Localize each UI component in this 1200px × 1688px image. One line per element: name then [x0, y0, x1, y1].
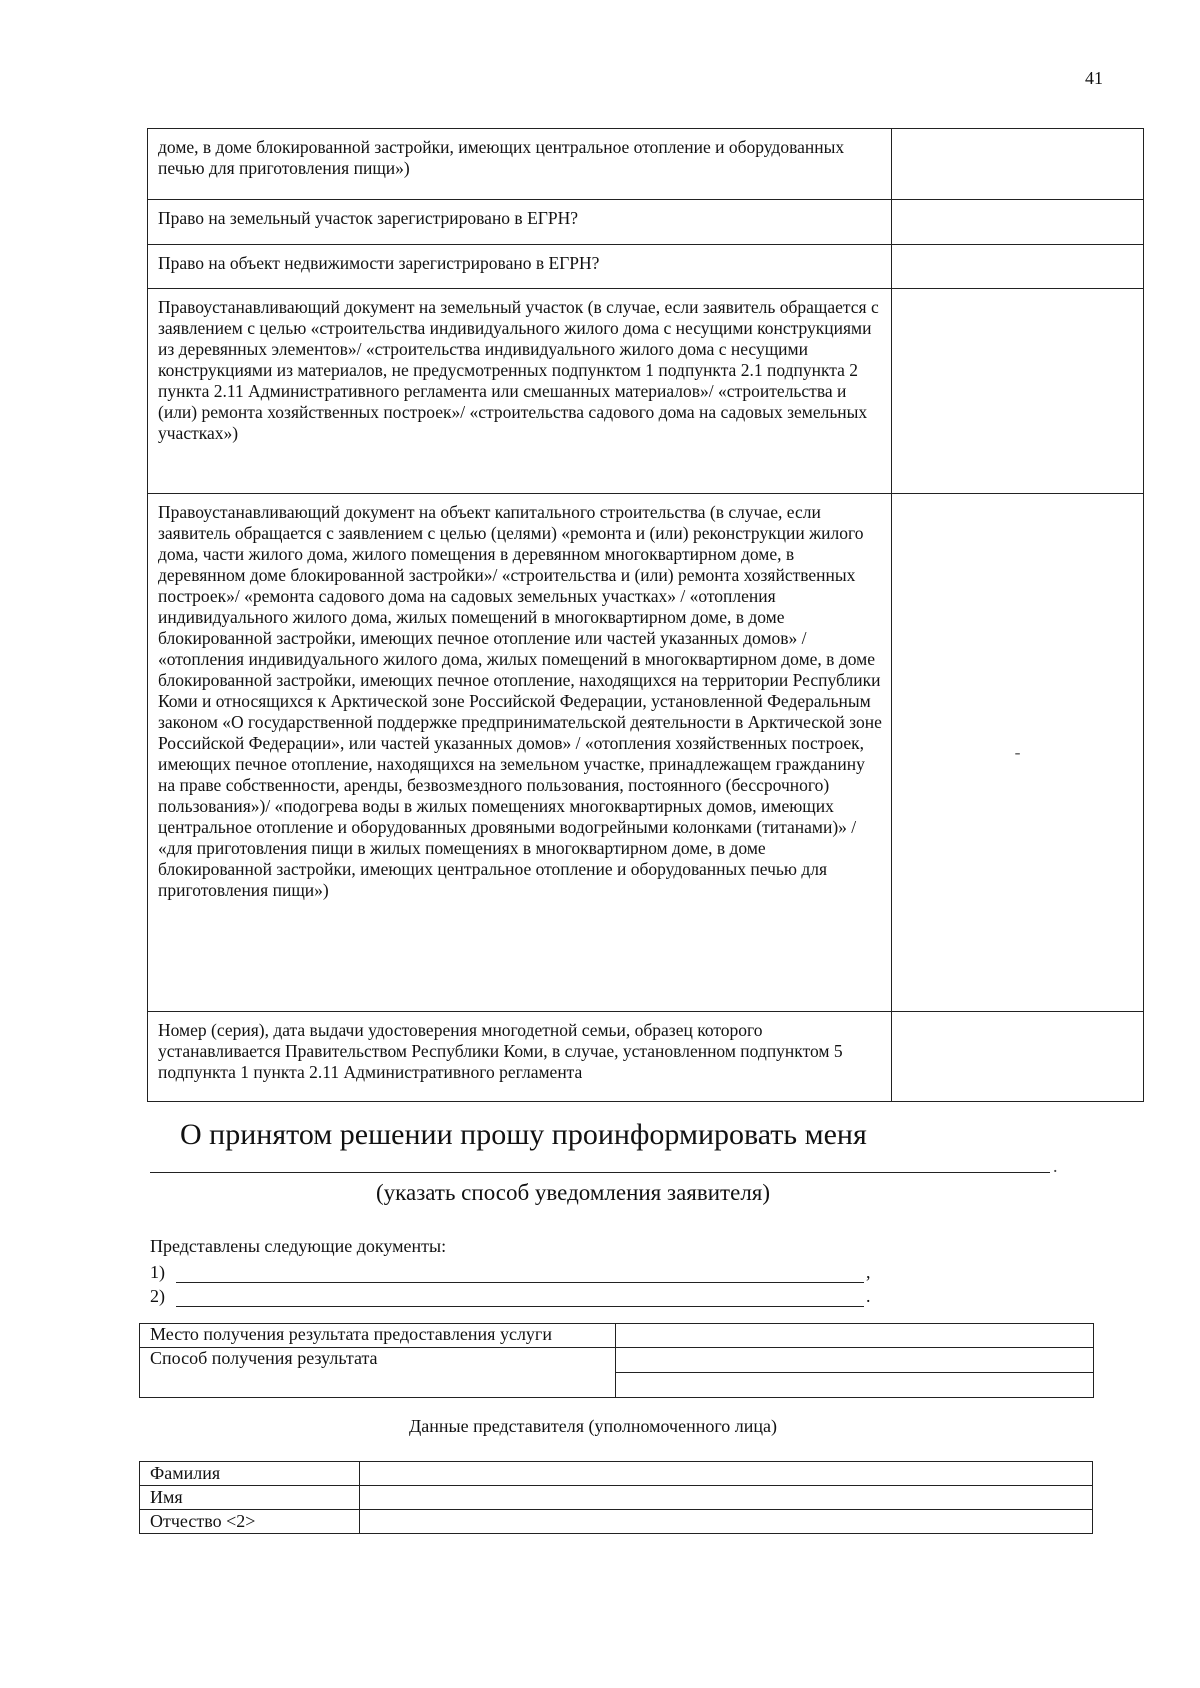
- surname-label: Фамилия: [140, 1462, 360, 1486]
- result-table: [139, 1323, 1094, 1398]
- surname-field[interactable]: [360, 1462, 1093, 1486]
- document-line-2: [150, 1286, 871, 1307]
- name-label: Имя: [140, 1486, 360, 1510]
- result-method-line-2[interactable]: [616, 1373, 1093, 1397]
- question-cell: доме, в доме блокированной застройки, имеющих центральное отопление и оборудованных печью для приготовления пищи»): [148, 129, 892, 200]
- answer-cell[interactable]: [892, 289, 1144, 494]
- page-number: 41: [1085, 68, 1103, 88]
- answer-dash: -: [1014, 742, 1021, 762]
- table-row: [140, 1324, 1094, 1348]
- notification-method-field[interactable]: [150, 1172, 1050, 1173]
- inform-line-end: .: [1053, 1156, 1058, 1176]
- table-row: [148, 200, 1144, 245]
- document-line-1: [150, 1262, 871, 1283]
- result-method-field[interactable]: [616, 1348, 1094, 1398]
- question-cell: Номер (серия), дата выдачи удостоверения многодетной семьи, образец которого устанавливается Правительством Республики Коми, в случае, установленном подпунктом 5 подпункта 1 пункта 2.11 Административного регламента: [148, 1012, 892, 1102]
- question-cell: Право на земельный участок зарегистрировано в ЕГРН?: [148, 200, 892, 245]
- document-punct: .: [866, 1286, 871, 1306]
- question-cell: Правоустанавливающий документ на объект капитального строительства (в случае, если заявитель обращается с заявлением с целью (целями) «ремонта и (или) реконструкции жилого дома, части жилого дома, жилого помещения в деревянном многоквартирном доме, в деревянном доме блокированной застройки»/ «строительства и (или) ремонта хозяйственных построек»/ «ремонта садового дома на садовых земельных участках» / «отопления индивидуального жилого дома, жилых помещений в многоквартирном доме, в доме блокированной застройки, имеющих печное отопление или частей указанных домов» / «отопления индивидуального жилого дома, жилых помещений в многоквартирном доме, в доме блокированной застройки, имеющих печное отопление, находящихся на территории Республики Коми и относящихся к Арктической зоне Российской Федерации, установленной Федеральным законом «О государственной поддержке предпринимательской деятельности в Арктической зоне Российской Федерации», или частей указанных домов» / «отопления хозяйственных построек, имеющих печное отопление, находящихся на земельном участке, принадлежащем гражданину на праве собственности, аренды, безвозмездного пользования, постоянного (бессрочного) пользования»)/ «подогрева воды в жилых помещениях многоквартирных домов, имеющих центральное отопление и оборудованных дровяными водогрейными колонками (титанами)» / «для приготовления пищи в жилых помещениях в многоквартирном доме, в доме блокированной застройки, имеющих центральное отопление и оборудованных печью для приготовления пищи»): [148, 494, 892, 1012]
- table-row: [148, 129, 1144, 200]
- document-number: 2): [150, 1286, 165, 1306]
- documents-title: Представлены следующие документы:: [150, 1236, 447, 1256]
- table-row: [148, 245, 1144, 289]
- representative-title: Данные представителя (уполномоченного лица): [409, 1416, 778, 1436]
- table-row: [140, 1348, 1094, 1398]
- representative-table: [139, 1461, 1093, 1534]
- document-punct: ,: [866, 1262, 871, 1282]
- name-field[interactable]: [360, 1486, 1093, 1510]
- table-row: [148, 1012, 1144, 1102]
- inform-hint: (указать способ уведомления заявителя): [376, 1180, 771, 1205]
- question-cell: Право на объект недвижимости зарегистрировано в ЕГРН?: [148, 245, 892, 289]
- table-row: [140, 1486, 1093, 1510]
- question-cell: Правоустанавливающий документ на земельный участок (в случае, если заявитель обращается с заявлением с целью «строительства индивидуального жилого дома с несущими конструкциями из деревянных элементов»/ «строительства индивидуального жилого дома с несущими конструкциями из материалов, не предусмотренных подпунктом 1 подпункта 2.1 подпункта 2 пункта 2.11 Административного регламента или смешанных материалов»/ «строительства и (или) ремонта хозяйственных построек»/ «строительства садового дома на садовых земельных участках»): [148, 289, 892, 494]
- inform-title: О принятом решении прошу проинформировать меня: [180, 1118, 867, 1151]
- checklist-table: [147, 128, 1144, 1102]
- answer-cell[interactable]: [892, 1012, 1144, 1102]
- document-field-2[interactable]: [176, 1288, 864, 1307]
- result-method-label: Способ получения результата: [140, 1348, 616, 1398]
- answer-cell[interactable]: [892, 200, 1144, 245]
- result-place-label: Место получения результата предоставления услуги: [140, 1324, 616, 1348]
- answer-cell[interactable]: [892, 494, 1144, 1012]
- table-row: [140, 1510, 1093, 1534]
- answer-cell[interactable]: [892, 129, 1144, 200]
- document-field-1[interactable]: [176, 1264, 864, 1283]
- patronymic-field[interactable]: [360, 1510, 1093, 1534]
- table-row: [148, 289, 1144, 494]
- table-row: [140, 1462, 1093, 1486]
- patronymic-label: Отчество <2>: [140, 1510, 360, 1534]
- table-row: [148, 494, 1144, 1012]
- answer-cell[interactable]: [892, 245, 1144, 289]
- result-method-line-1[interactable]: [616, 1348, 1093, 1373]
- result-place-field[interactable]: [616, 1324, 1094, 1348]
- document-number: 1): [150, 1262, 165, 1282]
